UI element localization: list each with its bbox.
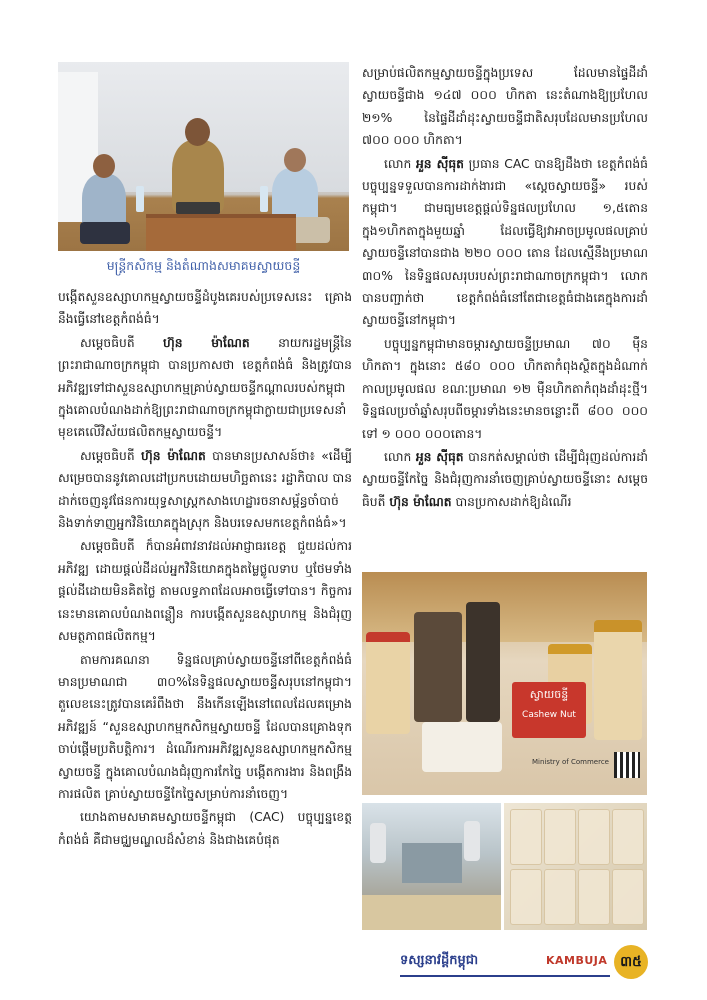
sign-english: Cashew Nut (522, 710, 576, 720)
ministry-label: Ministry of Commerce (532, 758, 609, 766)
paragraph: សម្រាប់ផលិតកម្មស្វាយចន្ទីក្នុងប្រទេស ដែលមានផ្ទៃដីដាំស្វាយចន្ទីជាង ១៤៧ ០០០ ហិកតា នេះតំណាងឱ្យប្រហែល ២១% នៃផ្ទៃដីដាំដុះស្វាយចន្ទីជាតិសរុបដែលមានប្រហែល ៧០០ ០០០ ហិកតា។ (362, 66, 648, 148)
footer-divider (400, 975, 610, 977)
paragraph: លោក អួន ស៊ីធុត ប្រធាន CAC បានឱ្យដឹងថា ខេត្តកំពង់ធំ បច្ចុប្បន្នទទួលបានការដាក់ងារជា «ស្ដេចស្វាយចន្ទី» របស់កម្ពុជា។ ជាមធ្យមខេត្តផ្ដល់ទិន្នផលប្រហែល ១,៥តោនក្នុង១ហិកតាក្នុងមួយឆ្នាំ ដែលធ្វើឱ្យវាអាចប្រមូលផលគ្រាប់ស្វាយចន្ទីនៅបានជាង ២២០ ០០០ តោន ដែលស្មើនឹងប្រមាណ ៣០% នៃទិន្នផលសរុបរបស់ព្រះរាជាណាចក្រកម្ពុជា។ លោកបានបញ្ជាក់ថា ខេត្តកំពង់ធំនៅតែជាខេត្តធំជាងគេក្នុងការដាំស្វាយចន្ទីនៅកម្ពុជា។ (362, 156, 648, 328)
page-number-badge: ៣៥ (614, 945, 648, 979)
water-bottle (260, 186, 268, 212)
product-sign (512, 682, 586, 738)
pm-name: ហ៊ុន ម៉ាណែត (389, 494, 452, 509)
magazine-title: ទស្សនាវដ្ដីកម្ពុជា (400, 953, 479, 968)
cashew-bag (510, 869, 542, 925)
meeting-photo (58, 62, 349, 251)
paragraph: សម្ដេចធិបតី ក៏បានអំពាវនាវដល់អាជ្ញាធរខេត្ត ជួយដល់ការអភិវឌ្ឍ ដោយផ្ដល់ដីដល់អ្នកវិនិយោគក្នុងតម្លៃថ្លូលទាប ឬថែមទាំងផ្ដល់ដីដោយមិនគិតថ្លៃ តាមលទ្ធភាពដែលអាចធ្វើទៅបាន។ កិច្ចការនេះមានគោលបំណងពន្លឿន ការបង្កើតសួនឧស្សាហកម្ម និងជំរុញសមត្ថភាពផលិតកម្ម។ (58, 539, 352, 644)
page-footer (400, 945, 660, 981)
worker (370, 823, 386, 863)
person-right-head (284, 148, 306, 172)
cashew-bag (544, 809, 576, 865)
water-bottle (136, 186, 144, 212)
cac-president-name: អួន ស៊ីធុត (415, 449, 464, 464)
paragraph: សម្ដេចធិបតី ហ៊ុន ម៉ាណែត បានមានប្រសាសន៍ថា៖ «ដើម្បីសម្រេចបាននូវគោលដៅប្រកបដោយមហិច្ឆតានេះ រដ្ឋាភិបាល បានដាក់ចេញនូវផែនការយុទ្ធសាស្ត្រកសាងហេដ្ឋារចនាសម្ព័ន្ធចាំបាច់ និងទាក់ទាញអ្នកវិនិយោគក្នុងស្រុក និងបរទេសមកខេត្តកំពង់ធំ»។ (58, 448, 352, 531)
product-jar (594, 620, 642, 740)
product-jar (366, 632, 410, 734)
person-left-head (93, 154, 115, 178)
product-box (414, 612, 462, 722)
cashew-products-photo (362, 572, 647, 795)
sign-khmer: ស្វាយចន្ទី (529, 688, 569, 701)
cac-president-name: អួន ស៊ីធុត (415, 156, 464, 171)
laptop (176, 202, 220, 214)
cashew-bag (612, 869, 644, 925)
paragraph: លោក អួន ស៊ីធុត បានកត់សម្គាល់ថា ដើម្បីជំរុញដល់ការដាំស្វាយចន្ទីកែច្នៃ និងជំរុញការនាំចេញគ្រាប់ស្វាយចន្ទីនោះ សម្ដេចធិបតី ហ៊ុន ម៉ាណែត បានប្រកាសដាក់ឱ្យដំណើរ (362, 449, 648, 509)
paragraph: សម្ដេចធិបតី ហ៊ុន ម៉ាណែត នាយករដ្ឋមន្ត្រីនៃព្រះរាជាណាចក្រកម្ពុជា បានប្រកាសថា ខេត្តកំពង់ធំ និងត្រូវបានអភិវឌ្ឍទៅជាសួនឧស្សាហកម្មគ្រាប់ស្វាយចន្ទីកណ្ដាលរបស់កម្ពុជាក្នុងគោលបំណងដាក់ឱ្យព្រះរាជាណាចក្រកម្ពុជាក្លាយជាប្រទេសនាំមុខគេលើវិស័យផលិតកម្មស្វាយចន្ទី។ (58, 335, 352, 440)
cashew-bag (510, 809, 542, 865)
paragraph: បច្ចុប្បន្នកម្ពុជាមានចម្ការស្វាយចន្ទីប្រមាណ ៧០ ម៉ឺនហិកតា។ ក្នុងនោះ ៥៨០ ០០០ ហិកតាកំពុងស្ថិតក្នុងដំណាក់កាលប្រមូលផល ខណៈប្រមាណ ១២ ម៉ឺនហិកតាកំពុងដាំដុះថ្មី។ ទិន្នផលប្រចាំឆ្នាំសរុបពីចម្ការទាំងនេះមានចន្លោះពី ៨០០ ០០០ ទៅ ១ ០០០ ០០០តោន។ (362, 336, 648, 441)
photo-caption: មន្ត្រីកសិកម្ម និងតំណាងសមាគមស្វាយចន្ទី (106, 258, 301, 273)
cashew-bag (544, 869, 576, 925)
person-center-head (185, 118, 210, 146)
cashew-pile (362, 895, 501, 930)
pm-name: ហ៊ុន ម៉ាណែត (163, 335, 250, 350)
right-column (362, 62, 648, 514)
conference-table (146, 214, 296, 251)
cashew-bag (578, 809, 610, 865)
left-column (58, 286, 352, 852)
cashew-bag (578, 869, 610, 925)
cashew-bags-photo (504, 803, 647, 930)
paragraph: តាមការគណនា ទិន្នផលគ្រាប់ស្វាយចន្ទីនៅពីខេត្តកំពង់ធំ មានប្រមាណជា ៣០%នៃទិន្នផលស្វាយចន្ទីសរុបនៅកម្ពុជា។ តួលេខនេះត្រូវបានគេរំពឹងថា នឹងកើនឡើងនៅពេលដែលគម្រោងអភិវឌ្ឍន៍ “សួនឧស្សាហកម្មកសិកម្មស្វាយចន្ទី ដែលបានគ្រោងទុកចាប់ផ្ដើមប្រតិបត្តិការ។ ដំណើរការអភិវឌ្ឍសួនឧស្សាហកម្មកសិកម្មស្វាយចន្ទី ក្នុងគោលបំណងជំរុញការកែច្នៃ បង្កើតការងារ និងពង្រឹងការផលិត គ្រាប់ស្វាយចន្ទីកែច្នៃសម្រាប់ការនាំចេញ។ (58, 652, 352, 801)
person-left-legs (80, 222, 130, 244)
cashew-bag (612, 809, 644, 865)
qr-code (614, 752, 640, 778)
pm-name: ហ៊ុន ម៉ាណែត (141, 448, 206, 463)
product-box (466, 602, 500, 722)
factory-photo (362, 803, 501, 930)
paragraph: យោងតាមសមាគមស្វាយចន្ទីកម្ពុជា (CAC) បច្ចុប្បន្នខេត្តកំពង់ធំ គឺជាមជ្ឈមណ្ឌលដ៏សំខាន់ និងជាងគេបំផុត (58, 810, 352, 847)
worker (464, 821, 480, 861)
factory-machine (402, 843, 462, 883)
magazine-brand: KAMBUJA (546, 954, 608, 967)
paragraph: បង្កើតសួនឧស្សាហកម្មស្វាយចន្ទីដំបូងគេរបស់ប្រទេសនេះ គ្រោងនឹងធ្វើនៅខេត្តកំពង់ធំ។ (58, 290, 352, 327)
cashew-bag (422, 722, 502, 772)
